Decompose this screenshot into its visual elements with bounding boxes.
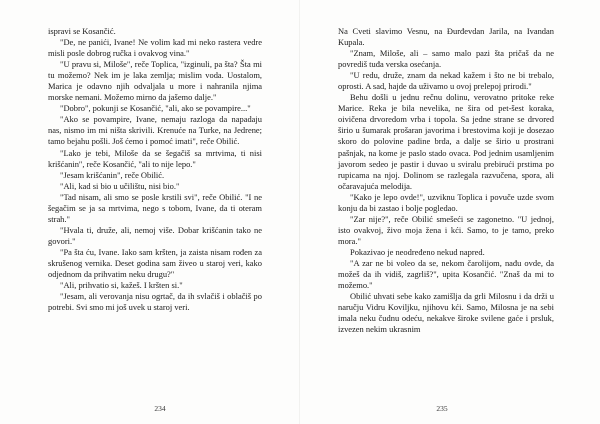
paragraph: "Jesam krišćanin", reče Obilić. xyxy=(60,169,165,180)
paragraph: "U redu, druže, znam da nekad kažem i što ne bi trebalo, oprosti. A sad, hajde da uživamo u ovoj prelepoj prirodi." xyxy=(338,70,554,92)
paragraph: "Ako se povampire, Ivane, nemaju razloga da napadaju nas, nismo im mi ništa skrivili. Krenuće na Turke, na Jedrene; tamo bejahu pošli. Još ćemo i pomoć imati", reče Obilić. xyxy=(48,114,262,147)
paragraph: "De, ne panići, Ivane! Ne volim kad mi neko rastera vedre misli posle dobrog ručka i ovakvog vina." xyxy=(48,37,262,59)
paragraph: Na Cveti slavimo Vesnu, na Đurđevdan Jarila, na Ivandan Kupala. xyxy=(338,26,554,48)
paragraph: "U pravu si, Miloše", reče Toplica, "izginuli, pa šta? Šta mi tu možemo? Nek im je laka zemlja; mislim voda. Uostalom, Marica je odavno njih odvaljala u more i nahranila njima morske nemani. Možemo mirno da jašemo dalje." xyxy=(48,59,262,103)
paragraph: "A zar ne bi voleo da se, nekom čarolijom, nađu ovde, da možeš da ih vidiš, zagrliš?", upita Kosančić. "Znaš da mi to možemo." xyxy=(338,257,554,291)
paragraph: "Kako je lepo ovde!", uzviknu Toplica i povuče uzde svom konju da bi zastao i bolje pogledao. xyxy=(338,191,554,213)
right-page xyxy=(300,0,600,424)
paragraph: "Hvala ti, druže, ali, nemoj više. Dobar krišćanin tako ne govori." xyxy=(48,224,262,246)
paragraph: "Ali, kad si bio u učilištu, nisi bio." xyxy=(60,180,180,191)
paragraph: "Pa šta ću, Ivane. Iako sam kršten, ja zaista nisam rođen za skrušenog vernika. Deset godina sam živeo u staroj veri, kako odjednom da prihvatim neku drugu?" xyxy=(48,246,262,280)
paragraph: "Tad nisam, ali smo se posle krstili svi", reče Obilić. "I ne šegačim se ja sa mrtvima, nego s tobom, Ivane, da ti oteram strah." xyxy=(48,191,262,224)
page-number-left: 234 xyxy=(154,404,166,413)
paragraph: Pokazivao je neodređeno nekud napred. xyxy=(350,246,485,257)
left-page-text xyxy=(48,26,262,313)
right-page-text xyxy=(338,26,554,335)
paragraph: Behu došli u jednu rečnu dolinu, verovatno pritoke reke Marice. Reka je bila nevelika, ne šira od pet-šest koraka, oivičena drvoredom vrba i topola. Sa jedne strane se drvored širio u šumarak prošaran javorima i brestovima koji je dosezao skoro do polovine padine brda, a dalje se širio u prostrani pašnjak, na kome je paslo stado ovaca. Pod jednim usamljenim javorom sedeo je pastir i duvao u sviralu prebirući prstima po rupicama na njoj. Dolinom se razlegala razvučena, spora, ali očaravajuća melodija. xyxy=(338,92,554,191)
paragraph: "Znam, Miloše, ali – samo malo pazi šta pričaš da ne povrediš tuđa verska osećanja. xyxy=(338,48,554,70)
paragraph: ispravi se Kosančić. xyxy=(48,26,116,36)
paragraph: "Ali, prihvatio si, kažeš. I kršten si." xyxy=(60,280,183,291)
page-number-right: 235 xyxy=(436,404,448,413)
paragraph: "Dobro", pokunji se Kosančić, "ali, ako se povampire..." xyxy=(60,103,251,114)
paragraph: "Lako je tebi, Miloše da se šegačiš sa mrtvima, ti nisi krišćanin", reče Kosančić, "ali to nije lepo." xyxy=(48,147,262,169)
paragraph: "Zar nije?", reče Obilić smešeći se zagonetno. "U jednoj, isto ovakvoj, živo moja žena i kći. Samo, to je tamo, preko mora." xyxy=(338,213,554,246)
paragraph: "Jesam, ali verovanja nisu ogrtač, da ih svlačiš i oblačiš po potrebi. Svi smo mi još uvek u staroj veri. xyxy=(48,291,262,313)
paragraph: Obilić uhvati sebe kako zamišlja da grli Milosnu i da drži u naručju Vidru Kovilјku, njihovu kći. Samo, Milosna je na sebi imala neku čudnu odeću, nekakve široke svilene gaće i prsluk, izvezen nekim ukrasnim xyxy=(338,291,554,335)
